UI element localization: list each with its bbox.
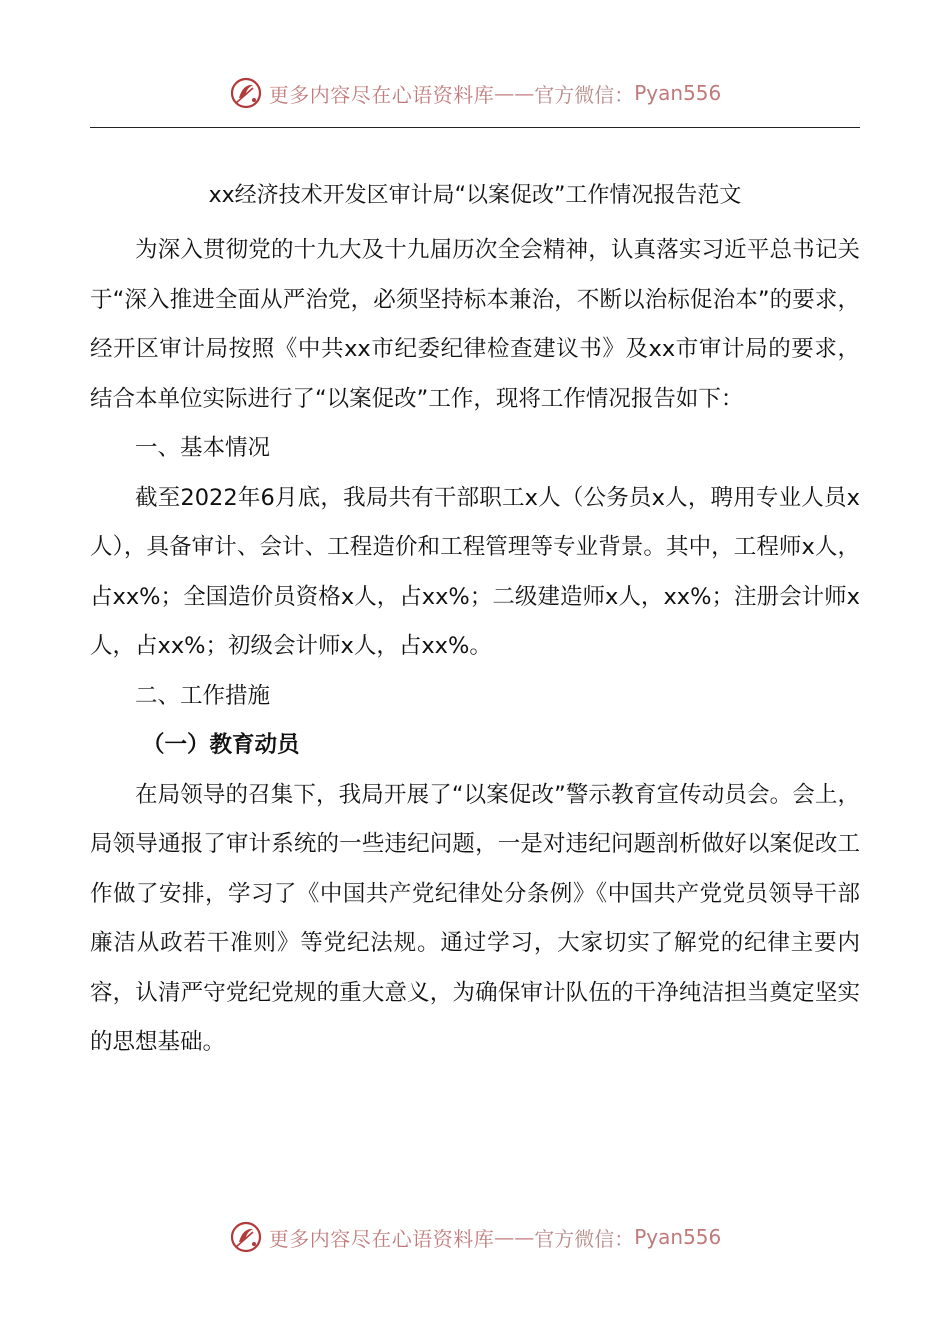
watermark-text: 更多内容尽在心语资料库 <box>268 82 495 107</box>
brand-logo-icon <box>229 1220 263 1254</box>
watermark-separator: —— <box>494 81 535 105</box>
intro-paragraph: 为深入贯彻党的十九大及十九届历次全会精神，认真落实习近平总书记关于“深入推进全面从严治党，必须坚持标本兼治，不断以治标促治本”的要求，经开区审计局按照《中共xx市纪委纪律检查建议书》及xx市审计局的要求，结合本单位实际进行了“以案促改”工作，现将工作情况报告如下： <box>90 237 860 412</box>
watermark-wechat-label: 官方微信： <box>534 1226 635 1251</box>
education-paragraph: 在局领导的召集下，我局开展了“以案促改”警示教育宣传动员会。会上，局领导通报了审计系统的一些违纪问题，一是对违纪问题剖析做好以案促改工作做了安排，学习了《中国共产党纪律处分条例》《中国共产党党员领导干部廉洁从政若干准则》等党纪法规。通过学习，大家切实了解党的纪律主要内容，认清严守党纪党规的重大意义，为确保审计队伍的干净纯洁担当奠定坚实的思想基础。 <box>90 781 860 1055</box>
watermark-wechat-label: 官方微信： <box>534 82 635 107</box>
header-watermark <box>0 73 950 113</box>
document-title: xx经济技术开发区审计局“以案促改”工作情况报告范文 <box>208 183 742 208</box>
watermark-separator: —— <box>494 1225 535 1249</box>
section-heading-basic: 一、基本情况 <box>135 435 271 461</box>
watermark-text: 更多内容尽在心语资料库 <box>268 1226 495 1251</box>
footer-watermark <box>0 1217 950 1257</box>
basic-info-paragraph: 截至2022年6月底，我局共有干部职工x人（公务员x人，聘用专业人员x人），具备审计、会计、工程造价和工程管理等专业背景。其中，工程师x人，占xx%；全国造价员资格x人，占xx%；二级建造师x人，xx%；注册会计师x人，占xx%；初级会计师x人，占xx%。 <box>90 484 860 659</box>
subsection-heading-education: （一）教育动员 <box>142 732 300 758</box>
watermark-wechat-id: Pyan556 <box>634 1225 722 1249</box>
header-divider <box>90 127 860 128</box>
section-heading-measures: 二、工作措施 <box>135 682 271 709</box>
watermark-wechat-id: Pyan556 <box>634 81 722 105</box>
brand-logo-icon <box>229 76 263 110</box>
document-body <box>90 172 860 1068</box>
